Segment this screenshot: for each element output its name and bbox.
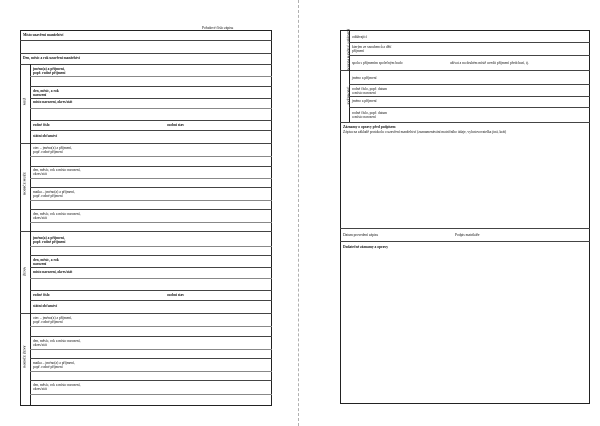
row-line — [30, 166, 272, 167]
bride-status-label: osobní stav — [167, 293, 185, 297]
row-line — [20, 40, 272, 41]
row-line — [30, 300, 272, 301]
registrar-signature-label: Podpis matrikáře — [455, 233, 480, 237]
witness2-name-label: jméno a příjmení — [352, 99, 377, 103]
row-line — [30, 380, 272, 381]
groom-birthdate-label-2: narození — [33, 93, 47, 97]
page-divider — [298, 0, 299, 426]
groom-parents-label: RODIČE MUŽE — [22, 171, 27, 196]
witness1-id-label-2: a místo narození — [352, 91, 376, 95]
row-line — [349, 84, 590, 85]
officiant-label: oddávající — [352, 35, 367, 39]
row-line — [349, 107, 590, 108]
groom-label: MUŽ — [22, 97, 27, 106]
groom-birthplace-label: místo narození, okres/stát — [33, 100, 73, 104]
bride-mother-label: matka – jméno(a) a příjmení, — [33, 361, 75, 365]
row-line — [30, 178, 272, 179]
groom-mother-label-2: popř. rodné příjmení — [33, 194, 63, 198]
groom-father-label-2: popř. rodné příjmení — [33, 150, 63, 154]
groom-father-birth-label-2: okres/stát — [33, 172, 47, 176]
row-line — [30, 336, 272, 337]
bride-birthplace-label: místo narození, okres/stát — [33, 270, 73, 274]
row-line — [349, 55, 590, 56]
bride-father-birth-label: den, měsíc, rok a místo narození, — [33, 339, 81, 343]
row-line — [30, 349, 272, 350]
children-surname-label: kterým ze snoubenců a dětí — [352, 45, 392, 49]
groom-father-label: otec – jméno(a) a příjmení, — [33, 146, 73, 150]
row-line — [340, 122, 590, 123]
children-surname-label-2: příjmení — [352, 49, 365, 53]
witness2-id-label: rodné číslo, popř. datum — [352, 111, 388, 115]
row-line — [30, 108, 272, 109]
bride-label: ŽENA — [22, 267, 27, 276]
bride-parents-label: RODIČE ŽENY — [22, 345, 27, 368]
row-line — [30, 358, 272, 359]
groom-status-label: osobní stav — [167, 123, 185, 127]
row-line — [30, 371, 272, 372]
row-line — [30, 98, 272, 99]
witness1-name-label: jméno a příjmení — [352, 76, 377, 80]
place-label: Místo uzavření manželství — [23, 33, 64, 37]
row-line — [340, 241, 590, 242]
groom-name-label: jméno(a) a příjmení, — [33, 67, 65, 71]
row-line — [30, 246, 272, 247]
notes-title: Záznamy o opravy před podpisem — [343, 125, 396, 129]
bride-mother-birth-label-2: okres/stát — [33, 387, 47, 391]
row-line — [30, 255, 272, 256]
groom-name-label-2: popř. rodné příjmení — [33, 71, 66, 75]
row-line — [30, 120, 272, 121]
row-line — [20, 53, 272, 54]
row-line — [20, 231, 272, 232]
date-label: Den, měsíc a rok uzavření manželství — [23, 56, 81, 60]
witness2-id-label-2: a místo narození — [352, 115, 376, 119]
row-line — [30, 200, 272, 201]
bride-father-label: otec – jméno(a) a příjmení, — [33, 316, 73, 320]
groom-mother-label: matka – jméno(a) a příjmení, — [33, 190, 75, 194]
groom-mother-birth-label: den, měsíc, rok a místo narození, — [33, 212, 81, 216]
witness1-id-label: rodné číslo, popř. datum — [352, 87, 388, 91]
bride-mother-label-2: popř. rodné příjmení — [33, 365, 63, 369]
bride-birthdate-label: den, měsíc, a rok — [33, 258, 59, 262]
previous-surname-note: užívat a na druhém místě uvedit příjmení předchozí, tj. — [450, 61, 529, 65]
row-line — [30, 76, 272, 77]
bride-name-label: jméno(a) a příjmení, — [33, 236, 65, 240]
groom-mother-birth-label-2: okres/stát — [33, 216, 47, 220]
row-line — [30, 86, 272, 87]
groom-citizenship-label: státní občanství — [33, 134, 58, 138]
bride-mother-birth-label: den, měsíc, rok a místo narození, — [33, 383, 81, 387]
row-line — [20, 143, 272, 144]
row-line — [30, 209, 272, 210]
row-line — [30, 130, 272, 131]
agreement-label: DOHODA MANŽELŮ O PŘÍJMENÍ — [347, 28, 351, 71]
bride-name-label-2: popř. rodné příjmení — [33, 240, 66, 244]
groom-birthdate-label: den, měsíc, a rok — [33, 89, 59, 93]
witnesses-label: SVĚDKOVÉ — [346, 86, 351, 105]
row-line — [349, 42, 590, 43]
serial-number-label: Pořadové číslo zápisu — [202, 26, 234, 30]
row-line — [340, 228, 590, 229]
row-line — [30, 394, 272, 395]
bride-father-label-2: popř. rodné příjmení — [33, 320, 63, 324]
row-line — [349, 96, 590, 97]
groom-idnum-label: rodné číslo — [33, 123, 50, 127]
row-line — [20, 64, 272, 65]
bride-idnum-label: rodné číslo — [33, 293, 50, 297]
row-line — [30, 290, 272, 291]
row-line — [30, 278, 272, 279]
row-line — [30, 156, 272, 157]
bride-father-birth-label-2: okres/stát — [33, 343, 47, 347]
bride-citizenship-label: státní občanství — [33, 304, 58, 308]
row-line — [20, 313, 272, 314]
row-line — [30, 187, 272, 188]
row-line — [30, 326, 272, 327]
entry-date-label: Datum provedení zápisu — [343, 233, 379, 237]
row-line — [30, 222, 272, 223]
row-line — [340, 70, 590, 71]
additional-notes-title: Dodatečné záznamy a opravy — [343, 245, 389, 249]
row-line — [30, 267, 272, 268]
notes-body: Zápisu na základě protokolu o uzavření manželství (zaznamenávání matričního údaje, vyhotovovatelka jiná, krát) — [343, 130, 507, 134]
common-surname-label: spolu s příjmením společným budo — [352, 61, 403, 65]
groom-father-birth-label: den, měsíc, rok a místo narození, — [33, 168, 81, 172]
bride-birthdate-label-2: narození — [33, 262, 47, 266]
